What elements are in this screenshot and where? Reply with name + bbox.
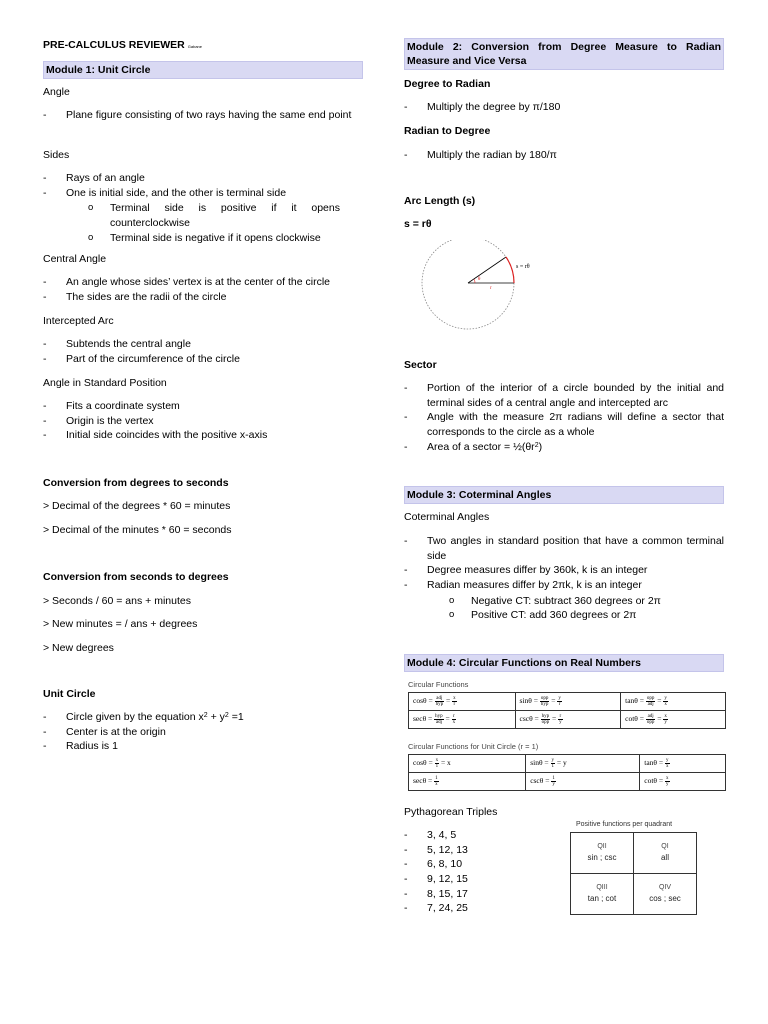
denominator: adj <box>435 720 442 725</box>
list-item <box>43 710 363 725</box>
list-item: - Radius is 1 <box>43 739 363 754</box>
formula-cell <box>526 773 640 791</box>
denominator: y <box>559 720 562 725</box>
denominator: hyp <box>540 702 549 707</box>
formula-lhs: cscθ = <box>519 714 539 724</box>
denominator: opp <box>646 720 655 725</box>
formula-lhs: cosθ = <box>413 696 433 706</box>
central-angle-list <box>43 275 363 304</box>
module3-title: Module 3: Coterminal Angles <box>404 486 724 504</box>
denominator: y <box>666 782 669 787</box>
deg-to-sec-line: > Decimal of the minutes * 60 = seconds <box>43 524 232 536</box>
numerator: r <box>453 714 455 719</box>
deg-to-sec-heading: Conversion from degrees to seconds <box>43 477 229 489</box>
exponent: 2 <box>224 712 229 719</box>
quadrant-functions: cos ; sec <box>649 894 681 904</box>
central-angle-heading: Central Angle <box>43 253 107 265</box>
denominator: 1 <box>435 764 439 769</box>
sub-list-item: o Terminal side is positive if it opens counterclockwise <box>88 201 340 230</box>
quadrant-caption: Positive functions per quadrant <box>576 821 673 828</box>
module2-title: Module 2: Conversion from Degree Measure to Radian Measure and Vice Versa <box>404 38 724 70</box>
module1-title: Module 1: Unit Circle <box>43 61 363 79</box>
author-name: Gabane <box>187 44 202 49</box>
formula-cell <box>640 773 726 791</box>
formula-lhs: cotθ = <box>644 776 664 786</box>
sides-heading: Sides <box>43 149 70 161</box>
sec-to-deg-line: > New degrees <box>43 642 114 654</box>
list-item: - 8, 15, 17 <box>404 887 544 902</box>
list-item: - Plane figure consisting of two rays having the same end point <box>43 108 363 123</box>
fraction <box>434 714 444 725</box>
module4-title: Module 4: Circular Functions on Real Numbers <box>404 654 724 672</box>
s-label: s = rθ <box>516 264 530 270</box>
unit-circle-list <box>43 710 363 754</box>
fraction <box>551 758 556 769</box>
numerator: hyp <box>541 714 550 719</box>
formula-cell: tanθ = $\frac{\text{opp}}{\text{adj}}$ = $\frac{y}{x}$ <box>621 693 726 711</box>
formula-cell <box>640 755 726 773</box>
deg-to-sec-line: > Decimal of the degrees * 60 = minutes <box>43 500 231 512</box>
formula-lhs: sinθ = <box>519 696 538 706</box>
denominator: opp <box>541 720 550 725</box>
fraction <box>558 714 563 725</box>
circle-outline <box>422 240 514 329</box>
quadrant-functions: tan ; cot <box>587 894 617 904</box>
formula-cell: cotθ = $\frac{\text{adj}}{\text{opp}}$ = $\frac{x}{y}$ <box>621 711 726 729</box>
numerator: opp <box>540 696 549 701</box>
rad-to-deg-list <box>404 148 724 163</box>
denominator: x <box>666 764 669 769</box>
formula-cell: cosθ = $\frac{\text{adj}}{\text{hyp}}$ = $\frac{x}{r}$ <box>409 693 516 711</box>
denominator: r <box>558 702 561 707</box>
arc-s <box>506 257 514 283</box>
sub-list-item: o Positive CT: add 360 degrees or 2π <box>449 608 724 623</box>
fraction <box>663 696 668 707</box>
deg-to-rad-heading: Degree to Radian <box>404 78 491 90</box>
table-row <box>409 755 726 773</box>
formula-lhs: sinθ = <box>530 758 549 768</box>
formula-cell: secθ = $\frac{\text{hyp}}{\text{adj}}$ = $\frac{r}{x}$ <box>409 711 516 729</box>
list-item: - 3, 4, 5 <box>404 828 544 843</box>
sub-list-item: o Negative CT: subtract 360 degrees or 2π <box>449 594 724 609</box>
standard-position-heading: Angle in Standard Position <box>43 377 167 389</box>
numerator: y <box>558 696 561 701</box>
list-item-text: One is initial side, and the other is terminal side <box>66 186 287 199</box>
list-item: - Portion of the interior of a circle bounded by the initial and terminal sides of a central angle and intercepted arc <box>404 381 724 410</box>
formula-lhs: cscθ = <box>530 776 550 786</box>
denominator: 1 <box>551 764 555 769</box>
arc-length-formula: s = rθ <box>404 218 432 230</box>
list-item: - Subtends the central angle <box>43 337 363 352</box>
sector-list <box>404 381 724 454</box>
list-item: - Initial side coincides with the positive x-axis <box>43 428 363 443</box>
list-item: - Part of the circumference of the circle <box>43 352 363 367</box>
quadrant-cell-q1 <box>634 833 697 874</box>
denominator: x <box>435 782 438 787</box>
list-item <box>404 440 724 455</box>
quadrant-functions: sin ; csc <box>587 853 617 863</box>
sector-heading: Sector <box>404 359 437 371</box>
intercepted-arc-list <box>43 337 363 366</box>
circular-functions-caption: Circular Functions <box>408 680 469 689</box>
numerator: x <box>666 776 669 781</box>
list-item: - An angle whose sides’ vertex is at the center of the circle <box>43 275 363 290</box>
exponent: 2 <box>203 712 208 719</box>
denominator: r <box>453 702 456 707</box>
list-item: - 9, 12, 15 <box>404 872 544 887</box>
arc-length-diagram <box>420 240 550 330</box>
equation-text: + y <box>207 711 225 723</box>
list-item: - Origin is the vertex <box>43 414 363 429</box>
quadrant-cell-q3 <box>571 874 634 915</box>
list-item: - Degree measures differ by 360k, k is an integer <box>404 563 724 578</box>
sides-sublist <box>88 201 340 245</box>
numerator: r <box>559 714 562 719</box>
numerator: x <box>435 758 439 763</box>
fraction <box>435 758 440 769</box>
fraction <box>557 696 562 707</box>
formula-cell: sinθ = $\frac{\text{opp}}{\text{hyp}}$ = $\frac{y}{r}$ <box>515 693 621 711</box>
coterminal-list <box>404 534 724 623</box>
list-item: - 6, 8, 10 <box>404 857 544 872</box>
fraction <box>541 714 551 725</box>
table-row <box>409 693 726 711</box>
fraction <box>435 696 445 707</box>
list-item <box>43 186 363 246</box>
formula-lhs: tanθ = <box>625 696 645 706</box>
formula-cell <box>526 755 640 773</box>
list-item: - Center is at the origin <box>43 725 363 740</box>
list-item <box>404 578 724 623</box>
quadrant-cell-q4 <box>634 874 697 915</box>
fraction <box>452 696 457 707</box>
unit-circle-functions-caption: Circular Functions for Unit Circle (r = 1) <box>408 742 539 751</box>
numerator: adj <box>647 714 654 719</box>
fraction <box>665 758 670 769</box>
numerator: hyp <box>435 714 443 719</box>
area-formula: Area of a sector = ½(θr <box>427 440 535 453</box>
numerator: x <box>664 714 667 719</box>
document-title-text: PRE-CALCULUS REVIEWER <box>43 39 185 51</box>
formula-lhs: cosθ = <box>413 758 433 768</box>
quadrant-label: QIV <box>658 883 672 891</box>
angle-heading: Angle <box>43 86 70 98</box>
denominator: adj <box>647 702 654 707</box>
quadrant-label: QII <box>597 842 607 850</box>
numerator: y <box>664 696 667 701</box>
sides-list <box>43 171 363 245</box>
list-item: - Two angles in standard position that have a common terminal side <box>404 534 724 563</box>
formula-cell: cscθ = $\frac{\text{hyp}}{\text{opp}}$ = $\frac{r}{y}$ <box>515 711 621 729</box>
unit-circle-heading: Unit Circle <box>43 688 96 700</box>
r-label: r <box>490 286 492 291</box>
denominator: x <box>664 702 667 707</box>
angle-arc <box>474 279 475 283</box>
formula-lhs: cotθ = <box>625 714 645 724</box>
fraction <box>434 776 439 787</box>
numerator: 1 <box>435 776 438 781</box>
list-item: - Rays of an angle <box>43 171 363 186</box>
numerator: y <box>666 758 669 763</box>
numerator: y <box>551 758 555 763</box>
theta-label: θ <box>478 277 481 282</box>
pythagorean-heading: Pythagorean Triples <box>404 806 498 818</box>
quadrant-label: QIII <box>596 883 608 891</box>
quadrant-label: QI <box>661 842 669 850</box>
fraction <box>551 776 556 787</box>
fraction <box>663 714 668 725</box>
fraction <box>646 696 656 707</box>
list-item: - Multiply the degree by π/180 <box>404 100 724 115</box>
list-item: - The sides are the radii of the circle <box>43 290 363 305</box>
equation-text: Circle given by the equation x <box>66 711 204 723</box>
list-item: - 7, 24, 25 <box>404 901 544 916</box>
formula-cell <box>409 773 526 791</box>
coterminal-sublist <box>449 594 724 623</box>
circular-functions-table <box>408 692 726 729</box>
exponent: 2 <box>534 441 539 449</box>
list-item-text: Radian measures differ by 2πk, k is an integer <box>427 579 642 592</box>
formula-rhs: = y <box>556 758 567 768</box>
denominator: y <box>664 720 667 725</box>
quadrant-table <box>570 832 697 915</box>
formula-rhs: = x <box>440 758 451 768</box>
fraction <box>452 714 457 725</box>
formula-lhs: secθ = <box>413 714 433 724</box>
numerator: x <box>453 696 456 701</box>
rad-to-deg-heading: Radian to Degree <box>404 125 491 137</box>
unit-circle-functions-table <box>408 754 726 791</box>
coterminal-heading: Coterminal Angles <box>404 511 490 523</box>
standard-position-list <box>43 399 363 443</box>
sec-to-deg-line: > New minutes = / ans + degrees <box>43 618 198 630</box>
denominator: hyp <box>435 702 444 707</box>
quadrant-functions: all <box>660 853 669 863</box>
list-item: - Multiply the radian by 180/π <box>404 148 724 163</box>
table-row <box>409 773 726 791</box>
quadrant-cell-q2 <box>571 833 634 874</box>
list-item: - 5, 12, 13 <box>404 843 544 858</box>
arc-length-heading: Arc Length (s) <box>404 195 476 207</box>
formula-cell <box>409 755 526 773</box>
sec-to-deg-heading: Conversion from seconds to degrees <box>43 571 229 583</box>
numerator: opp <box>646 696 655 701</box>
denominator: y <box>552 782 555 787</box>
list-item: - Fits a coordinate system <box>43 399 363 414</box>
terminal-radius <box>468 257 506 283</box>
equation-text: =1 <box>228 711 244 723</box>
intercepted-arc-heading: Intercepted Arc <box>43 315 114 327</box>
deg-to-rad-list <box>404 100 724 115</box>
numerator: 1 <box>552 776 555 781</box>
sub-list-item: o Terminal side is negative if it opens clockwise <box>88 231 340 246</box>
numerator: adj <box>436 696 443 701</box>
area-formula: ) <box>538 440 543 453</box>
formula-lhs: tanθ = <box>644 758 664 768</box>
denominator: x <box>452 720 456 725</box>
table-row <box>409 711 726 729</box>
formula-lhs: secθ = <box>413 776 433 786</box>
list-item: - Angle with the measure 2π radians will define a sector that corresponds to the circle as a whole <box>404 410 724 439</box>
sec-to-deg-line: > Seconds / 60 = ans + minutes <box>43 595 191 607</box>
fraction <box>540 696 550 707</box>
fraction <box>646 714 656 725</box>
pythagorean-list <box>404 828 544 916</box>
angle-list <box>43 108 363 123</box>
fraction <box>665 776 670 787</box>
document-title <box>43 38 202 53</box>
